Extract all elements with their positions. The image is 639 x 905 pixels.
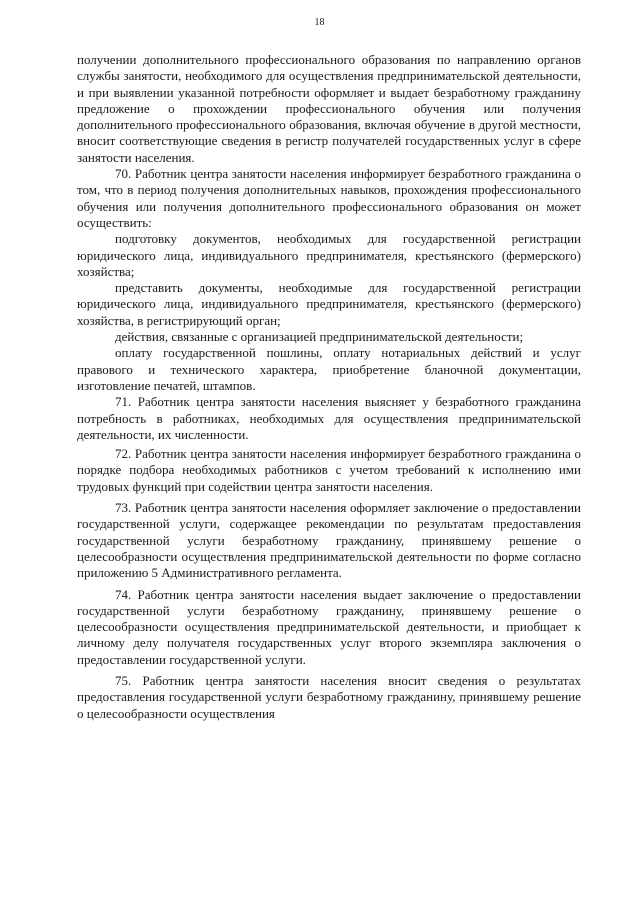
paragraph-73: 73. Работник центра занятости населения оформляет заключение о предоставлении государственной услуги, содержащее рекомендации по результатам предоставления государственной услуги безработному гражданину, принявшему решение о целесообразности осуществления предпринимательской деятельности по форме согласно приложению 5 Административного регламента. <box>77 500 581 581</box>
paragraph-71: 71. Работник центра занятости населения выясняет у безработного гражданина потребность в работниках, необходимых для осуществления предпринимательской деятельности, их численности. <box>77 394 581 442</box>
paragraph-continuation: получении дополнительного профессионального образования по направлению органов службы занятости, необходимого для осуществления предпринимательской деятельности, и при выявлении указанной потребности оформляет и выдает безработному гражданину предложение о прохождении профессионального обучения или получения дополнительного профессионального образования, включая обучение в другой местности, вносит соответствующие сведения в регистр получателей государственных услуг в сфере занятости населения. <box>77 52 581 165</box>
page-number: 18 <box>314 17 325 28</box>
list-item-actions: действия, связанные с организацией предпринимательской деятельности; <box>115 329 524 345</box>
document-body <box>77 52 581 722</box>
list-item-submission: представить документы, необходимые для государственной регистрации юридического лица, индивидуального предпринимателя, крестьянского (фермерского) хозяйства, в регистрирующий орган; <box>77 280 581 328</box>
list-item-preparation: подготовку документов, необходимых для государственной регистрации юридического лица, индивидуального предпринимателя, крестьянского (фермерского) хозяйства; <box>77 231 581 279</box>
list-item-payment: оплату государственной пошлины, оплату нотариальных действий и услуг правового и технического характера, приобретение бланочной документации, изготовление печатей, штампов. <box>77 345 581 393</box>
paragraph-74: 74. Работник центра занятости населения выдает заключение о предоставлении государственной услуги безработному гражданину, принявшему решение о целесообразности осуществления предпринимательской деятельности, и приобщает к личному делу получателя государственных услуг второго экземпляра заключения о предоставлении государственной услуги. <box>77 586 581 667</box>
paragraph-75: 75. Работник центра занятости населения вносит сведения о результатах предоставления государственной услуги безработному гражданину, принявшему решение о целесообразности осуществления <box>77 672 581 721</box>
paragraph-70: 70. Работник центра занятости населения информирует безработного гражданина о том, что в период получения дополнительных навыков, прохождения профессионального обучения или получения дополнительного профессионального образования он может осуществить: <box>77 166 581 230</box>
paragraph-72: 72. Работник центра занятости населения информирует безработного гражданина о порядке подбора необходимых работников с учетом требований к исполнению ими трудовых функций при содействии центра занятости населения. <box>77 446 581 494</box>
